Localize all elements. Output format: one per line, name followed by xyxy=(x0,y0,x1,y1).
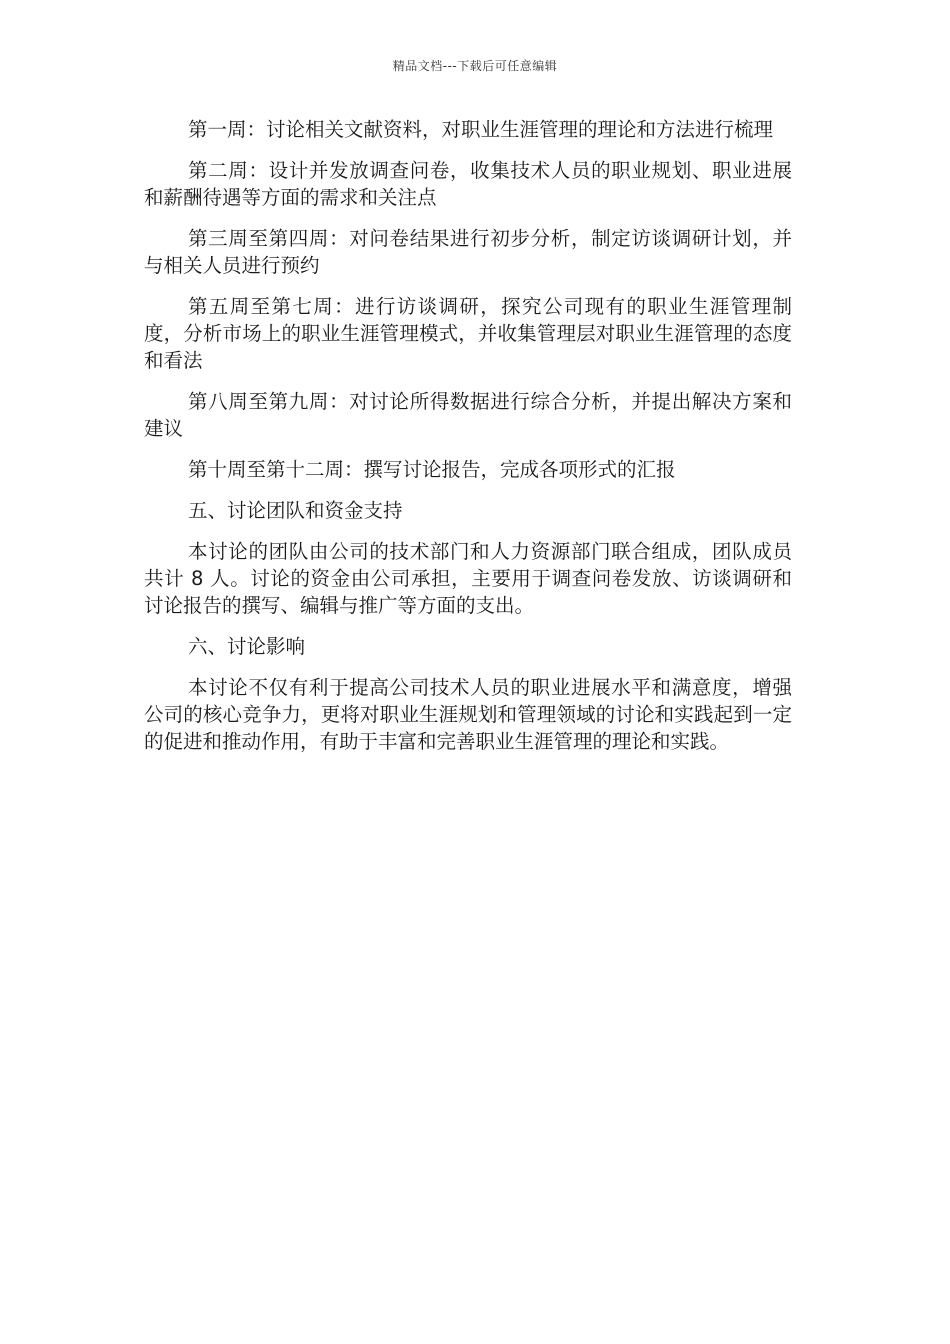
team-funding-paragraph: 本讨论的团队由公司的技术部门和人力资源部门联合组成，团队成员共计 8 人。讨论的资金由公司承担，主要用于调查问卷发放、访谈调研和讨论报告的撰写、编辑与推广等方面的支出。 xyxy=(144,540,792,617)
schedule-week-1: 第一周：讨论相关文献资料，对职业生涯管理的理论和方法进行梳理 xyxy=(188,118,774,141)
schedule-week-2: 第二周：设计并发放调查问卷，收集技术人员的职业规划、职业进展和薪酬待遇等方面的需求和关注点 xyxy=(144,159,792,209)
section-heading-impact: 六、讨论影响 xyxy=(188,635,306,658)
schedule-week-3-4: 第三周至第四周：对问卷结果进行初步分析，制定访谈调研计划，并与相关人员进行预约 xyxy=(144,227,792,277)
section-heading-team-funding: 五、讨论团队和资金支持 xyxy=(188,499,403,522)
schedule-week-5-7: 第五周至第七周：进行访谈调研，探究公司现有的职业生涯管理制度，分析市场上的职业生涯管理模式，并收集管理层对职业生涯管理的态度和看法 xyxy=(144,295,792,372)
document-body xyxy=(144,116,792,769)
header-note: 精品文档---下载后可任意编辑 xyxy=(392,59,558,73)
schedule-week-8-9: 第八周至第九周：对讨论所得数据进行综合分析，并提出解决方案和建议 xyxy=(144,390,792,440)
schedule-week-10-12: 第十周至第十二周：撰写讨论报告，完成各项形式的汇报 xyxy=(188,458,676,481)
impact-paragraph: 本讨论不仅有利于提高公司技术人员的职业进展水平和满意度，增强公司的核心竞争力，更将对职业生涯规划和管理领域的讨论和实践起到一定的促进和推动作用，有助于丰富和完善职业生涯管理的理论和实践。 xyxy=(144,676,792,753)
